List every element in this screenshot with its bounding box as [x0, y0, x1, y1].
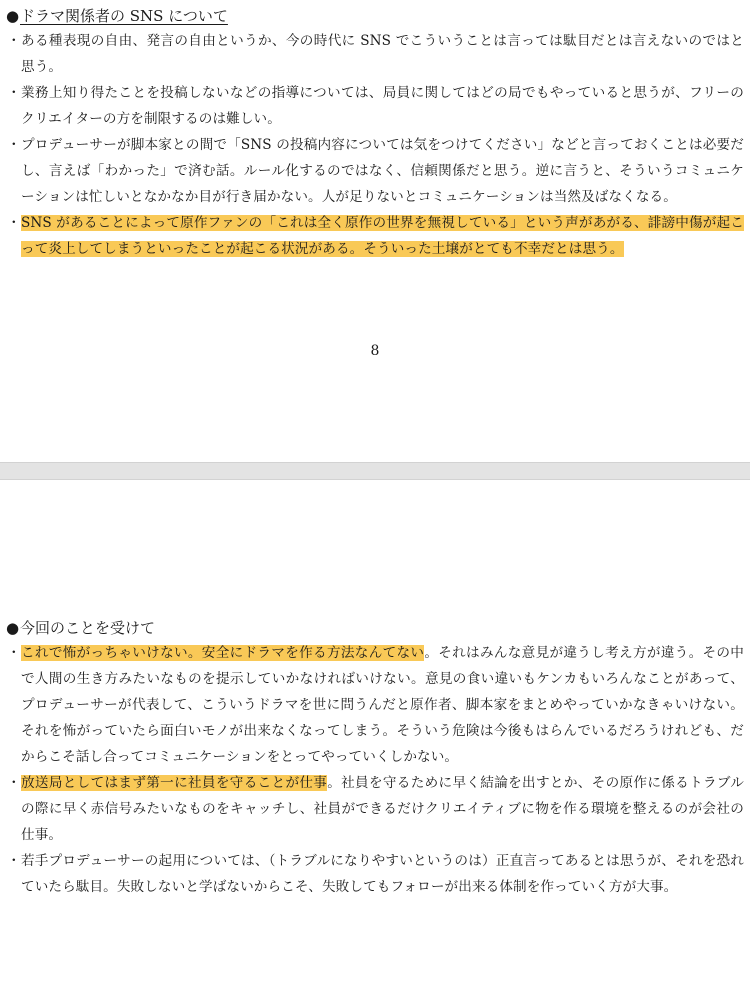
section-drama-sns: [6, 6, 744, 262]
list-item: [6, 848, 744, 900]
item-text: 若手プロデューサーの起用については、（トラブルになりやすいというのは）正直言ってあるとは思うが、それを恐れていたら駄目。失敗しないと学ばないからこそ、失敗してもフォローが出来る体制を作っていく方が大事。: [21, 853, 744, 895]
item-bullet: ・: [7, 775, 21, 791]
item-bullet: ・: [7, 853, 21, 869]
list-item: [6, 80, 744, 132]
item-bullet: ・: [7, 137, 21, 153]
item-text: 業務上知り得たことを投稿しないなどの指導については、局員に関してはどの局でもやっていると思うが、フリーのクリエイターの方を制限するのは難しい。: [21, 85, 744, 127]
item-text: 。社員を守るために早く結論を出すとか、その原作に係るトラブルの際に早く赤信号みたいなものをキャッチし、社員ができるだけクリエイティブに物を作る環境を整えるのが会社の仕事。: [21, 775, 744, 843]
list-item: [6, 132, 744, 210]
document-page-2: [0, 480, 750, 985]
item-bullet: ・: [7, 215, 21, 231]
item-text: ある種表現の自由、発言の自由というか、今の時代に SNS でこういうことは言っては駄目だとは言えないのではと思う。: [21, 33, 744, 75]
page-number: 8: [370, 343, 380, 359]
section-after-incident: [6, 618, 744, 900]
item-bullet: ・: [7, 33, 21, 49]
item-text: プロデューサーが脚本家との間で「SNS の投稿内容については気をつけてください」などと言っておくことは必要だし、言えば「わかった」で済む話。ルール化するのではなく、信頼関係だと思う。逆に言うと、そういうコミュニケーションは忙しいとなかなか目が行き届かない。人が足りないとコミュニケーションは当然及ばなくなる。: [21, 137, 744, 205]
list-item: [6, 770, 744, 848]
section-heading: [6, 618, 744, 640]
highlighted-text: 放送局としてはまず第一に社員を守ることが仕事: [21, 775, 328, 791]
heading-bullet: ●: [6, 619, 20, 637]
list-item: [6, 28, 744, 80]
page-separator: [0, 462, 750, 480]
item-bullet: ・: [7, 85, 21, 101]
list-item: [6, 640, 744, 770]
highlighted-text: SNS があることによって原作ファンの「これは全く原作の世界を無視している」という声があがる、誹謗中傷が起こって炎上してしまうといったことが起こる状況がある。そういった土壌がとても不幸だとは思う。: [21, 215, 744, 257]
heading-text: 今回のことを受けて: [20, 619, 156, 637]
document-page-1: [0, 0, 750, 462]
heading-bullet: ●: [6, 7, 20, 25]
highlighted-text: これで怖がっちゃいけない。安全にドラマを作る方法なんてない: [21, 645, 425, 661]
section-heading: [6, 6, 744, 28]
heading-text: ドラマ関係者の SNS について: [20, 7, 228, 25]
item-text: 。それはみんな意見が違うし考え方が違う。その中で人間の生き方みたいなものを提示していかなければいけない。意見の食い違いもケンカもいろんなことがあって、プロデューサーが代表して、こういうドラマを世に問うんだと原作者、脚本家をまとめやっていかなきゃいけない。それを怖がっていたら面白いモノが出来なくなってしまう。そういう危険は今後もはらんでいるだろうけれども、だからこそ話し合ってコミュニケーションをとってやっていくしかない。: [21, 645, 744, 765]
list-item: [6, 210, 744, 262]
item-bullet: ・: [7, 645, 21, 661]
